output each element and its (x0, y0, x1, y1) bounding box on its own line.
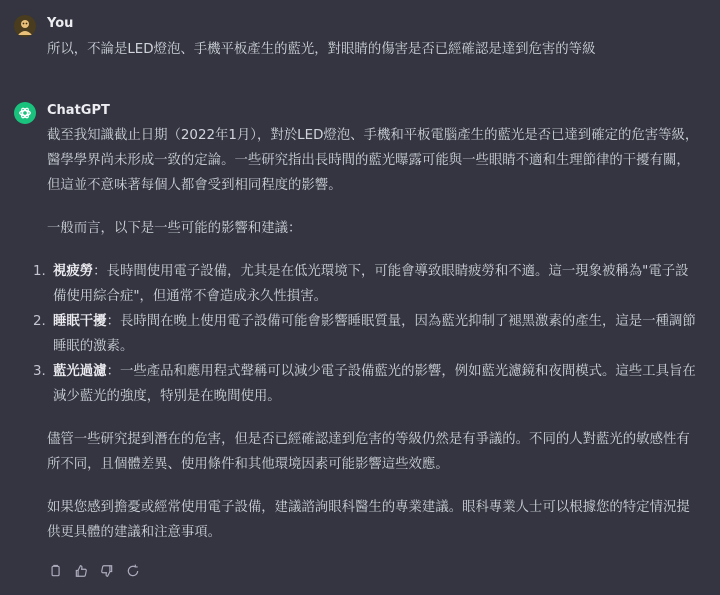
list-item (33, 259, 700, 309)
openai-logo-icon (18, 106, 32, 120)
list-text: ：長時間在晚上使用電子設備可能會影響睡眠質量，因為藍光抑制了褪黑激素的產生，這是一種調節睡眠的激素。 (53, 314, 696, 354)
list-term: 睡眠干擾 (53, 314, 107, 329)
user-message-text: 所以，不論是LED燈泡、手機平板產生的藍光，對眼睛的傷害是否已經確認是達到危害的等級 (47, 42, 596, 57)
list-number: 2. (33, 314, 46, 329)
assistant-name: ChatGPT (47, 103, 110, 118)
chatgpt-avatar (14, 102, 36, 124)
list-item (33, 359, 700, 409)
lead-paragraph: 一般而言，以下是一些可能的影響和建議： (47, 221, 302, 236)
user-name: You (47, 16, 74, 31)
advice-paragraph: 如果您感到擔憂或經常使用電子設備，建議諮詢眼科醫生的專業建議。眼科專業人士可以根據您的特定情況提供更具體的建議和注意事項。 (47, 500, 690, 540)
list-item (33, 309, 700, 359)
regenerate-icon[interactable] (125, 563, 141, 579)
caveat-paragraph: 儘管一些研究提到潛在的危害，但是否已經確認達到危害的等級仍然是有爭議的。不同的人對藍光的敏感性有所不同，且個體差異、使用條件和其他環境因素可能影響這些效應。 (47, 432, 690, 472)
list-number: 3. (33, 364, 46, 379)
user-avatar (14, 15, 36, 37)
suggestion-list (33, 259, 700, 409)
thumbs-down-icon[interactable] (99, 563, 115, 579)
message-actions (47, 563, 141, 579)
list-term: 視疲勞 (53, 264, 94, 279)
copy-icon[interactable] (47, 563, 63, 579)
list-text: ：長時間使用電子設備，尤其是在低光環境下，可能會導致眼睛疲勞和不適。這一現象被稱為"電子設備使用綜合症"，但通常不會造成永久性損害。 (53, 264, 689, 304)
list-term: 藍光過濾 (53, 364, 107, 379)
user-avatar-image (14, 15, 36, 37)
list-text: ：一些產品和應用程式聲稱可以減少電子設備藍光的影響，例如藍光濾鏡和夜間模式。這些工具旨在減少藍光的強度，特別是在晚間使用。 (53, 364, 696, 404)
intro-paragraph: 截至我知識截止日期（2022年1月），對於LED燈泡、手機和平板電腦產生的藍光是否已達到確定的危害等級，醫學學界尚未形成一致的定論。一些研究指出長時間的藍光曝露可能與一些眼睛不適和生理節律的干擾有關，但這並不意味著每個人都會受到相同程度的影響。 (47, 128, 699, 193)
thumbs-up-icon[interactable] (73, 563, 89, 579)
assistant-response (33, 123, 700, 545)
list-number: 1. (33, 264, 46, 279)
